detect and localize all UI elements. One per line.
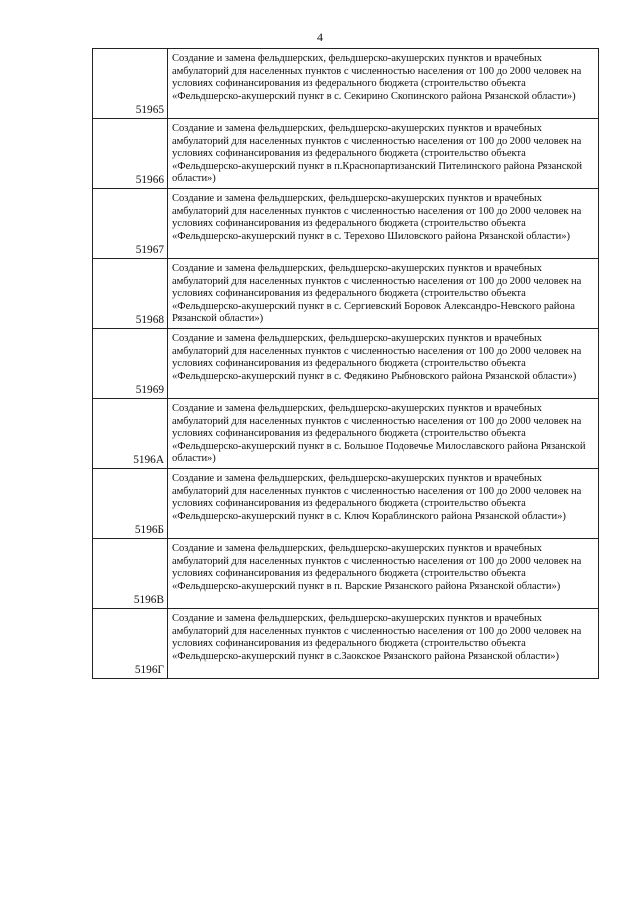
code-cell <box>93 49 168 119</box>
code-cell <box>93 539 168 609</box>
table-row <box>93 329 599 399</box>
row-description: Создание и замена фельдшерских, фельдшерско-акушерских пунктов и врачебных амбулаторий для населенных пунктов с численностью населения от 100 до 2000 человек на условиях софинансирования из федерального бюджета (строительство объекта «Фельдшерско-акушерский пункт в п. Варские Рязанского района Рязанской области») <box>168 539 599 609</box>
code-cell <box>93 119 168 189</box>
row-description: Создание и замена фельдшерских, фельдшерско-акушерских пунктов и врачебных амбулаторий для населенных пунктов с численностью населения от 100 до 2000 человек на условиях софинансирования из федерального бюджета (строительство объекта «Фельдшерско-акушерский пункт в с. Сергиевский Боровок Александро-Невского района Рязанской области») <box>168 259 599 329</box>
table-row <box>93 119 599 189</box>
row-description: Создание и замена фельдшерских, фельдшерско-акушерских пунктов и врачебных амбулаторий для населенных пунктов с численностью населения от 100 до 2000 человек на условиях софинансирования из федерального бюджета (строительство объекта «Фельдшерско-акушерский пункт в с. Терехово Шиловского района Рязанской области») <box>168 189 599 259</box>
table-row <box>93 49 599 119</box>
code-cell <box>93 609 168 679</box>
row-code: 51967 <box>135 244 164 256</box>
code-cell <box>93 399 168 469</box>
table-row <box>93 399 599 469</box>
row-code: 51968 <box>135 314 164 326</box>
code-cell <box>93 329 168 399</box>
row-code: 51966 <box>135 174 164 186</box>
row-description: Создание и замена фельдшерских, фельдшерско-акушерских пунктов и врачебных амбулаторий для населенных пунктов с численностью населения от 100 до 2000 человек на условиях софинансирования из федерального бюджета (строительство объекта «Фельдшерско-акушерский пункт в с. Секирино Скопинского района Рязанской области») <box>168 49 599 119</box>
table-row <box>93 469 599 539</box>
table-row <box>93 609 599 679</box>
table-row <box>93 539 599 609</box>
page-number: 4 <box>317 30 323 44</box>
code-cell <box>93 189 168 259</box>
row-code: 5196Г <box>134 664 164 676</box>
row-code: 5196А <box>133 454 164 466</box>
table-row <box>93 259 599 329</box>
code-cell <box>93 469 168 539</box>
row-code: 5196Б <box>134 524 164 536</box>
row-description: Создание и замена фельдшерских, фельдшерско-акушерских пунктов и врачебных амбулаторий для населенных пунктов с численностью населения от 100 до 2000 человек на условиях софинансирования из федерального бюджета (строительство объекта «Фельдшерско-акушерский пункт в с.Заокское Рязанского района Рязанской области») <box>168 609 599 679</box>
row-code: 51965 <box>135 104 164 116</box>
budget-codes-table <box>92 48 599 679</box>
row-description: Создание и замена фельдшерских, фельдшерско-акушерских пунктов и врачебных амбулаторий для населенных пунктов с численностью населения от 100 до 2000 человек на условиях софинансирования из федерального бюджета (строительство объекта «Фельдшерско-акушерский пункт в с. Ключ Кораблинского района Рязанской области») <box>168 469 599 539</box>
row-description: Создание и замена фельдшерских, фельдшерско-акушерских пунктов и врачебных амбулаторий для населенных пунктов с численностью населения от 100 до 2000 человек на условиях софинансирования из федерального бюджета (строительство объекта «Фельдшерско-акушерский пункт в п.Краснопартизанский Пителинского района Рязанской области») <box>168 119 599 189</box>
row-code: 51969 <box>135 384 164 396</box>
table-row <box>93 189 599 259</box>
row-description: Создание и замена фельдшерских, фельдшерско-акушерских пунктов и врачебных амбулаторий для населенных пунктов с численностью населения от 100 до 2000 человек на условиях софинансирования из федерального бюджета (строительство объекта «Фельдшерско-акушерский пункт в с. Большое Подовечье Милославского района Рязанской области») <box>168 399 599 469</box>
row-code: 5196В <box>133 594 164 606</box>
code-cell <box>93 259 168 329</box>
row-description: Создание и замена фельдшерских, фельдшерско-акушерских пунктов и врачебных амбулаторий для населенных пунктов с численностью населения от 100 до 2000 человек на условиях софинансирования из федерального бюджета (строительство объекта «Фельдшерско-акушерский пункт в с. Федякино Рыбновского района Рязанской области») <box>168 329 599 399</box>
